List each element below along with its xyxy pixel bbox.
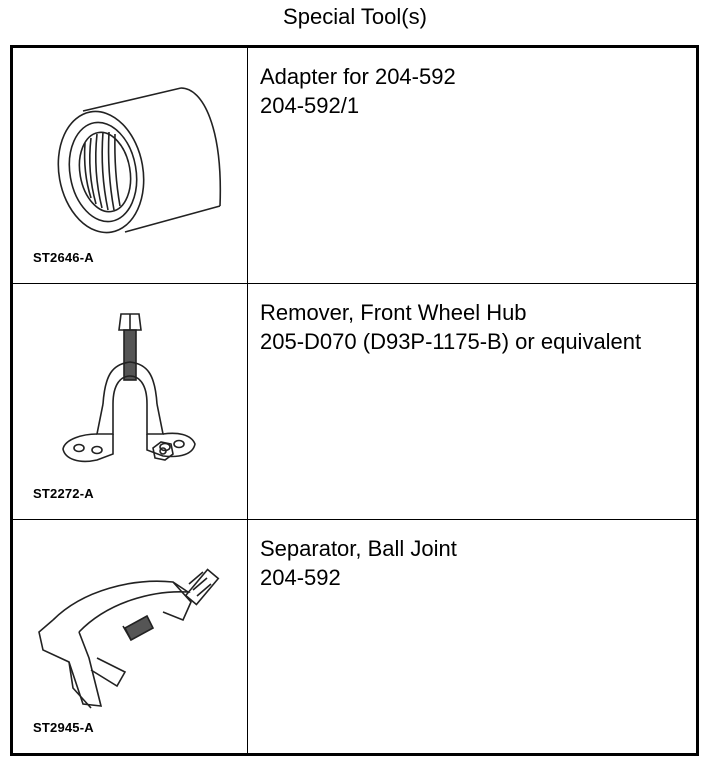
tool-number: 204-592 xyxy=(260,565,341,590)
special-tools-table xyxy=(10,45,699,756)
table-row xyxy=(13,48,696,284)
tool-name: Remover, Front Wheel Hub xyxy=(260,300,527,325)
table-row xyxy=(13,520,696,753)
tool-image-cell xyxy=(13,520,248,753)
tool-code: ST2646-A xyxy=(33,250,94,265)
hub-remover-icon xyxy=(13,284,248,520)
tool-number: 205-D070 (D93P-1175-B) or equivalent xyxy=(260,329,642,354)
tool-code: ST2945-A xyxy=(33,720,94,735)
tool-description xyxy=(260,62,456,120)
tool-description xyxy=(260,298,641,356)
threaded-adapter-icon xyxy=(13,48,248,284)
tool-name: Separator, Ball Joint xyxy=(260,536,457,561)
tool-code: ST2272-A xyxy=(33,486,94,501)
ball-joint-separator-icon xyxy=(13,520,248,753)
page-title: Special Tool(s) xyxy=(283,4,427,29)
tool-image-cell xyxy=(13,48,248,283)
tool-description xyxy=(260,534,457,592)
tool-name: Adapter for 204-592 xyxy=(260,64,456,89)
tool-image-cell xyxy=(13,284,248,519)
table-row xyxy=(13,284,696,520)
tool-number: 204-592/1 xyxy=(260,93,360,118)
